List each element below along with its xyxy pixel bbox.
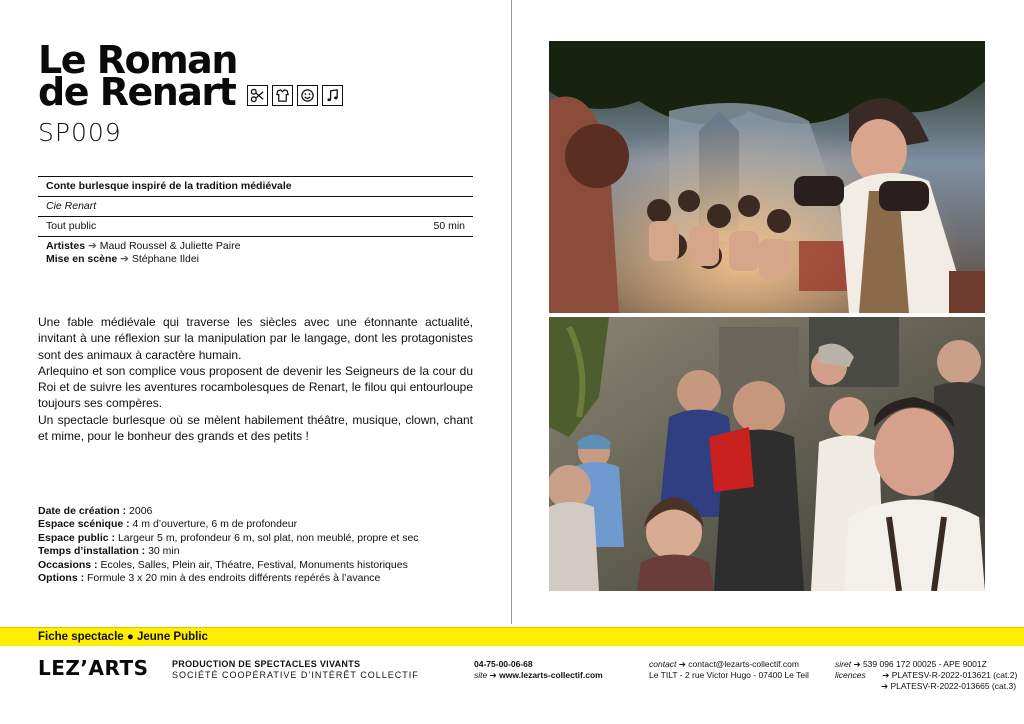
arrow-icon: ➔ bbox=[678, 659, 686, 669]
arrow-icon: ➔ bbox=[120, 253, 129, 265]
spec-value: Ecoles, Salles, Plein air, Théatre, Festival, Monuments historiques bbox=[97, 558, 408, 571]
credits-row bbox=[38, 236, 473, 269]
arrow-icon: ➔ bbox=[853, 659, 861, 669]
spec-value: Formule 3 x 20 min à des endroits différents repérés à l’avance bbox=[84, 572, 381, 585]
description-paragraph-2: Arlequino et son complice vous proposent de devenir les Seigneurs de la cour du Roi et de suivre les aventures rocambolesques de Renart, le filou qui entourloupe toujours ses compères. bbox=[38, 363, 473, 411]
arrow-icon: ➔ bbox=[489, 670, 497, 680]
artists-line bbox=[46, 240, 465, 253]
performance-photo-1 bbox=[549, 41, 985, 313]
performance-photo-1-image bbox=[549, 41, 985, 313]
spec-value: 2006 bbox=[126, 505, 153, 517]
spec-label: Date de création : bbox=[38, 505, 127, 517]
spec-label: Options : bbox=[38, 572, 85, 585]
contact-and-address bbox=[649, 659, 809, 681]
contact-label: contact bbox=[649, 659, 677, 669]
category-banner: Fiche spectacle ● Jeune Public bbox=[0, 627, 1024, 646]
title-row-2 bbox=[38, 70, 343, 114]
genre-icons bbox=[247, 85, 343, 106]
site-line bbox=[474, 670, 603, 681]
lezarts-logo: LEZ’ARTS bbox=[38, 656, 149, 680]
performance-photo-2 bbox=[549, 317, 985, 591]
direction-value: Stéphane Ildei bbox=[131, 253, 199, 265]
licence-line-2 bbox=[835, 681, 1017, 692]
footer bbox=[0, 650, 1024, 724]
spec-label: Occasions : bbox=[38, 558, 98, 571]
spec-value: Largeur 5 m, profondeur 6 m, sol plat, non meublé, propre et sec bbox=[115, 531, 419, 544]
licence-2: PLATESV-R-2022-013665 (cat.3) bbox=[890, 681, 1017, 691]
tagline-line-2: SOCIÉTÉ COOPÉRATIVE D’INTÉRÊT COLLECTIF bbox=[172, 670, 419, 680]
contact-email-link[interactable]: contact@lezarts-collectif.com bbox=[688, 659, 799, 669]
title-line-2: de Renart bbox=[38, 70, 236, 114]
spec-label: Espace scénique : bbox=[38, 518, 130, 531]
direction-label: Mise en scène bbox=[46, 253, 118, 265]
phone-and-site bbox=[474, 659, 603, 681]
duration: 50 min bbox=[433, 220, 465, 232]
smile-mask-icon bbox=[297, 85, 318, 106]
licence-line-1 bbox=[835, 670, 1017, 681]
description-paragraph-1: Une fable médiévale qui traverse les siècles avec une étonnante actualité, invitant à une réflexion sur la manipulation par le langage, dont les protagonistes sont des animaux à caractère humain. bbox=[38, 315, 473, 362]
licence-1: PLATESV-R-2022-013621 (cat.2) bbox=[891, 670, 1018, 680]
spec-line bbox=[38, 572, 478, 585]
audience: Tout public bbox=[46, 220, 97, 232]
tagline-line-1: PRODUCTION DE SPECTACLES VIVANTS bbox=[172, 659, 361, 669]
licences-label: licences bbox=[835, 670, 866, 680]
description-paragraph-3: Un spectacle burlesque où se mèlent habilement théâtre, musique, clown, chant et mime, pour le bonheur des grands et des petits ! bbox=[38, 412, 473, 444]
page-fold-divider bbox=[511, 0, 512, 624]
title-block bbox=[38, 38, 343, 147]
spec-value: 4 m d’ouverture, 6 m de profondeur bbox=[129, 518, 298, 531]
arrow-icon: ➔ bbox=[882, 670, 890, 680]
music-note-icon bbox=[322, 85, 343, 106]
info-table bbox=[38, 176, 473, 269]
siret-line bbox=[835, 659, 1017, 670]
company-name: Cie Renart bbox=[38, 196, 473, 216]
spec-value: 30 min bbox=[145, 545, 180, 558]
spec-line bbox=[38, 559, 478, 572]
performance-photo-2-image bbox=[549, 317, 985, 591]
spec-line bbox=[38, 505, 478, 518]
arrow-icon: ➔ bbox=[88, 240, 97, 252]
siret-value: 539 096 172 00025 - APE 9001Z bbox=[862, 659, 987, 669]
spec-line bbox=[38, 518, 478, 531]
spec-label: Espace public : bbox=[38, 531, 116, 544]
artists-label: Artistes bbox=[46, 240, 86, 252]
spec-line bbox=[38, 545, 478, 558]
company-tagline bbox=[172, 659, 419, 681]
site-link[interactable]: www.lezarts-collectif.com bbox=[499, 670, 603, 680]
show-title bbox=[38, 38, 343, 114]
show-description bbox=[38, 314, 473, 444]
title-line-1: Le Roman bbox=[38, 38, 237, 82]
direction-line bbox=[46, 253, 465, 266]
show-code: SP009 bbox=[38, 118, 122, 147]
technical-specs bbox=[38, 505, 478, 585]
phone-number[interactable]: 04-75-00-06-68 bbox=[474, 659, 533, 669]
contact-line bbox=[649, 659, 809, 670]
show-subtitle: Conte burlesque inspiré de la tradition médiévale bbox=[38, 176, 473, 196]
audience-row bbox=[38, 216, 473, 236]
site-label: site bbox=[474, 670, 488, 680]
siret-label: siret bbox=[835, 659, 852, 669]
artists-value: Maud Roussel & Juliette Paire bbox=[99, 240, 241, 252]
clown-scissors-icon bbox=[247, 85, 268, 106]
costume-icon bbox=[272, 85, 293, 106]
spec-line bbox=[38, 532, 478, 545]
arrow-icon: ➔ bbox=[881, 681, 889, 691]
legal-info bbox=[835, 659, 1017, 692]
spec-label: Temps d’installation : bbox=[38, 545, 146, 558]
postal-address: Le TILT - 2 rue Victor Hugo - 07400 Le Teil bbox=[649, 670, 809, 680]
